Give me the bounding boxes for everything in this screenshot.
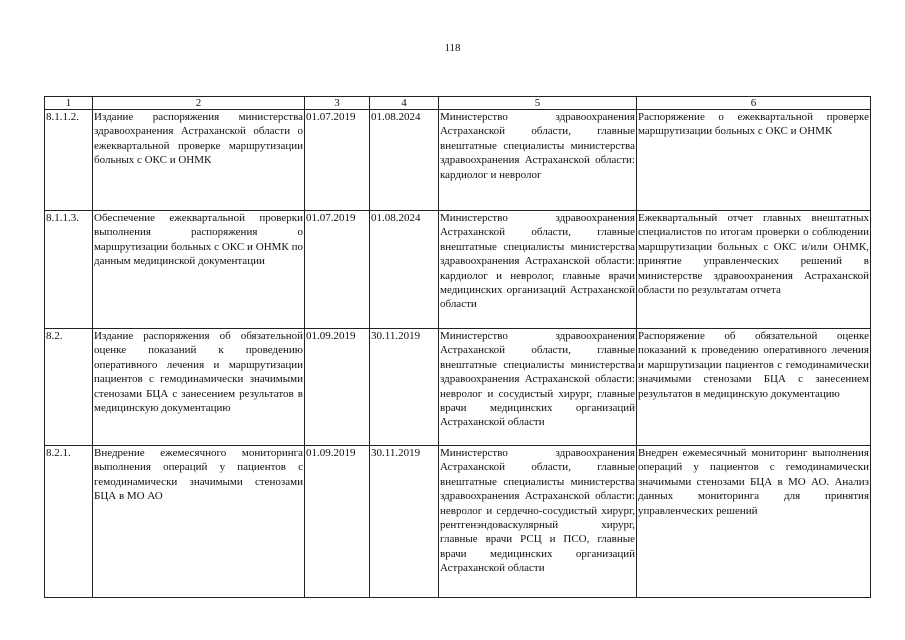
header-row — [45, 97, 871, 110]
column-header: 6 — [637, 97, 871, 110]
action-description: Внедрение ежемесячного мониторинга выполнения операций у пациентов с гемодинамически значимыми стенозами БЦА в МО АО — [93, 446, 305, 598]
item-number: 8.2. — [45, 329, 93, 446]
responsible-parties: Министерство здравоохранения Астраханской области, главные внештатные специалисты министерства здравоохранения Астраханской области: кардиолог и невролог, главные врачи медицинских организаций Астраханской области — [439, 211, 637, 329]
start-date: 01.07.2019 — [305, 211, 370, 329]
start-date: 01.09.2019 — [305, 446, 370, 598]
action-description: Издание распоряжения об обязательной оценке показаний к проведению оперативного лечения и маршрутизации пациентов с гемодинамически значимыми стенозами БЦА с занесением результатов в медицинскую документацию — [93, 329, 305, 446]
responsible-parties: Министерство здравоохранения Астраханской области, главные внештатные специалисты министерства здравоохранения Астраханской области: кардиолог и невролог — [439, 110, 637, 211]
responsible-parties: Министерство здравоохранения Астраханской области, главные внештатные специалисты министерства здравоохранения Астраханской области: невролог и сердечно-сосудистый хирург, рентгенэндоваскулярный хирург, главные врачи РСЦ и ПСО, главные врачи медицинских организаций Астраханской области — [439, 446, 637, 598]
item-number: 8.2.1. — [45, 446, 93, 598]
table-row — [45, 446, 871, 598]
end-date: 30.11.2019 — [370, 329, 439, 446]
action-description: Издание распоряжения министерства здравоохранения Астраханской области о ежеквартальной проверке маршрутизации больных с ОКС и ОНМК — [93, 110, 305, 211]
column-header: 1 — [45, 97, 93, 110]
page-number: 118 — [444, 42, 461, 54]
column-header: 4 — [370, 97, 439, 110]
action-description: Обеспечение ежеквартальной проверки выполнения распоряжения о маршрутизации больных с ОКС и ОНМК по данным медицинской документации — [93, 211, 305, 329]
column-header: 3 — [305, 97, 370, 110]
item-number: 8.1.1.2. — [45, 110, 93, 211]
expected-result: Внедрен ежемесячный мониторинг выполнения операций у пациентов с гемодинамически значимыми стенозами БЦА в МО АО. Анализ данных мониторинга для принятия управленческих решений — [637, 446, 871, 598]
item-number: 8.1.1.3. — [45, 211, 93, 329]
expected-result: Распоряжение об обязательной оценке показаний к проведению оперативного лечения и маршрутизации пациентов с гемодинамически значимыми стенозами БЦА с занесением результатов в медицинскую документацию — [637, 329, 871, 446]
action-plan-table — [44, 96, 871, 598]
table-header — [45, 97, 871, 110]
end-date: 01.08.2024 — [370, 110, 439, 211]
table-row — [45, 329, 871, 446]
responsible-parties: Министерство здравоохранения Астраханской области, главные внештатные специалисты министерства здравоохранения Астраханской области: невролог и сосудистый хирург, главные врачи медицинских организаций Астраханской области — [439, 329, 637, 446]
start-date: 01.07.2019 — [305, 110, 370, 211]
table-row — [45, 211, 871, 329]
column-header: 2 — [93, 97, 305, 110]
end-date: 01.08.2024 — [370, 211, 439, 329]
end-date: 30.11.2019 — [370, 446, 439, 598]
start-date: 01.09.2019 — [305, 329, 370, 446]
table-body — [45, 110, 871, 598]
table-row — [45, 110, 871, 211]
expected-result: Ежеквартальный отчет главных внештатных специалистов по итогам проверки о соблюдении маршрутизации больных с ОКС и/или ОНМК, принятие управленческих решений в министерстве здравоохранения Астраханской области по результатам отчета — [637, 211, 871, 329]
column-header: 5 — [439, 97, 637, 110]
expected-result: Распоряжение о ежеквартальной проверке маршрутизации больных с ОКС и ОНМК — [637, 110, 871, 211]
